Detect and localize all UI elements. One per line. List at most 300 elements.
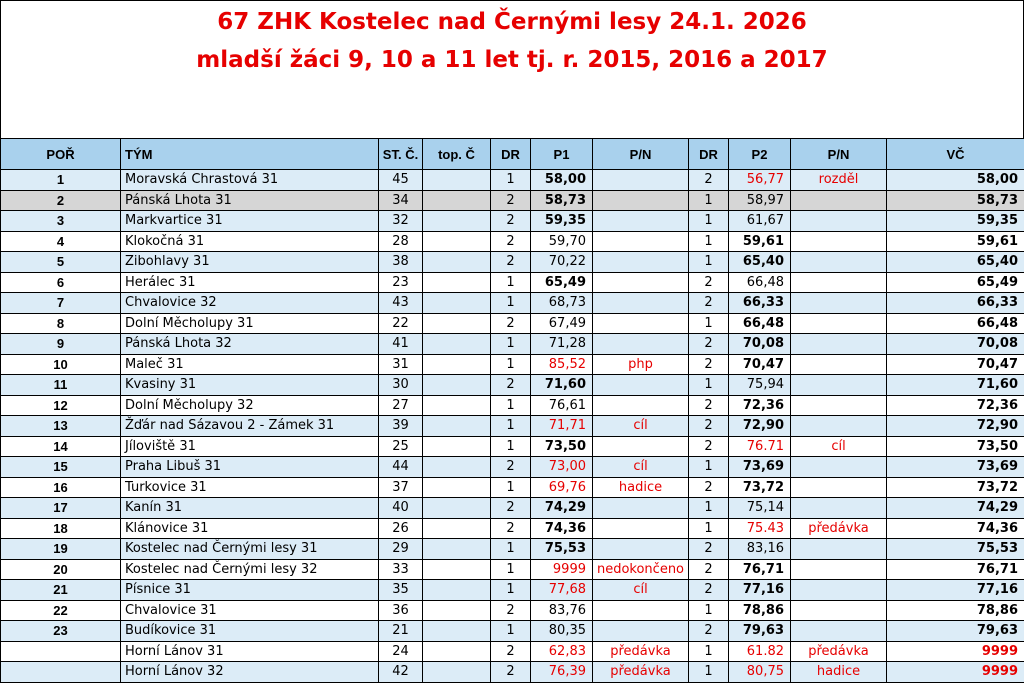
cell-p2: 70,08 xyxy=(729,334,791,355)
cell-p1: 83,76 xyxy=(531,600,593,621)
cell-vc: 65,49 xyxy=(887,272,1024,293)
cell-top xyxy=(423,334,491,355)
header-cell: DR xyxy=(689,139,729,170)
cell-por: 15 xyxy=(1,457,121,478)
cell-pn2: hadice xyxy=(791,662,887,683)
cell-pn2: cíl xyxy=(791,436,887,457)
cell-st: 45 xyxy=(379,170,423,191)
cell-pn2 xyxy=(791,313,887,334)
cell-pn2 xyxy=(791,580,887,601)
cell-top xyxy=(423,313,491,334)
cell-pn2 xyxy=(791,190,887,211)
cell-por: 20 xyxy=(1,559,121,580)
cell-pn2 xyxy=(791,621,887,642)
cell-st: 35 xyxy=(379,580,423,601)
cell-vc: 74,29 xyxy=(887,498,1024,519)
cell-p2: 73,72 xyxy=(729,477,791,498)
cell-pn2 xyxy=(791,498,887,519)
header-cell: top. Č xyxy=(423,139,491,170)
results-table xyxy=(0,138,1024,683)
cell-pn1 xyxy=(593,498,689,519)
cell-dr2: 1 xyxy=(689,600,729,621)
cell-tym: Dolní Měcholupy 31 xyxy=(121,313,379,334)
cell-tym: Klokočná 31 xyxy=(121,231,379,252)
cell-p2: 70,47 xyxy=(729,354,791,375)
header-cell: P/N xyxy=(791,139,887,170)
cell-dr1: 2 xyxy=(491,190,531,211)
cell-por: 23 xyxy=(1,621,121,642)
cell-top xyxy=(423,231,491,252)
cell-tym: Markvartice 31 xyxy=(121,211,379,232)
cell-dr1: 2 xyxy=(491,231,531,252)
table-row xyxy=(1,416,1024,437)
cell-por: 1 xyxy=(1,170,121,191)
cell-dr2: 2 xyxy=(689,416,729,437)
cell-dr1: 1 xyxy=(491,559,531,580)
header-cell: DR xyxy=(491,139,531,170)
header-cell: VČ xyxy=(887,139,1024,170)
cell-st: 26 xyxy=(379,518,423,539)
cell-p1: 68,73 xyxy=(531,293,593,314)
cell-dr2: 1 xyxy=(689,190,729,211)
cell-st: 24 xyxy=(379,641,423,662)
cell-dr1: 1 xyxy=(491,293,531,314)
cell-por: 21 xyxy=(1,580,121,601)
cell-vc: 71,60 xyxy=(887,375,1024,396)
cell-tym: Kvasiny 31 xyxy=(121,375,379,396)
title-line-1: 67 ZHK Kostelec nad Černými lesy 24.1. 2026 xyxy=(1,9,1023,35)
cell-p1: 76,39 xyxy=(531,662,593,683)
cell-dr1: 1 xyxy=(491,416,531,437)
cell-p2: 73,69 xyxy=(729,457,791,478)
cell-p2: 76.71 xyxy=(729,436,791,457)
cell-dr1: 2 xyxy=(491,457,531,478)
table-row xyxy=(1,518,1024,539)
table-row xyxy=(1,436,1024,457)
cell-p2: 79,63 xyxy=(729,621,791,642)
cell-st: 25 xyxy=(379,436,423,457)
cell-st: 39 xyxy=(379,416,423,437)
cell-dr1: 1 xyxy=(491,436,531,457)
cell-top xyxy=(423,600,491,621)
cell-st: 29 xyxy=(379,539,423,560)
cell-tym: Praha Libuš 31 xyxy=(121,457,379,478)
cell-vc: 73,69 xyxy=(887,457,1024,478)
cell-p1: 75,53 xyxy=(531,539,593,560)
cell-p2: 56,77 xyxy=(729,170,791,191)
cell-p2: 66,48 xyxy=(729,313,791,334)
table-row xyxy=(1,190,1024,211)
cell-dr2: 1 xyxy=(689,662,729,683)
cell-dr2: 2 xyxy=(689,293,729,314)
cell-p2: 65,40 xyxy=(729,252,791,273)
cell-top xyxy=(423,559,491,580)
cell-dr2: 1 xyxy=(689,498,729,519)
cell-tym: Horní Lánov 31 xyxy=(121,641,379,662)
cell-pn2 xyxy=(791,272,887,293)
table-row xyxy=(1,211,1024,232)
cell-pn2 xyxy=(791,457,887,478)
table-row xyxy=(1,375,1024,396)
cell-st: 32 xyxy=(379,211,423,232)
cell-vc: 70,47 xyxy=(887,354,1024,375)
cell-dr2: 2 xyxy=(689,621,729,642)
cell-p1: 77,68 xyxy=(531,580,593,601)
cell-pn2 xyxy=(791,354,887,375)
cell-pn1: hadice xyxy=(593,477,689,498)
header-cell: P1 xyxy=(531,139,593,170)
cell-p1: 69,76 xyxy=(531,477,593,498)
cell-p1: 67,49 xyxy=(531,313,593,334)
cell-por: 19 xyxy=(1,539,121,560)
cell-tym: Písnice 31 xyxy=(121,580,379,601)
cell-pn2 xyxy=(791,477,887,498)
cell-top xyxy=(423,518,491,539)
cell-p2: 75,94 xyxy=(729,375,791,396)
cell-p2: 78,86 xyxy=(729,600,791,621)
cell-dr1: 1 xyxy=(491,539,531,560)
cell-por: 11 xyxy=(1,375,121,396)
cell-pn2: rozděl xyxy=(791,170,887,191)
cell-p1: 59,35 xyxy=(531,211,593,232)
table-row xyxy=(1,457,1024,478)
cell-vc: 66,33 xyxy=(887,293,1024,314)
table-row xyxy=(1,621,1024,642)
cell-tym: Maleč 31 xyxy=(121,354,379,375)
cell-por: 4 xyxy=(1,231,121,252)
cell-pn2 xyxy=(791,375,887,396)
cell-dr1: 2 xyxy=(491,600,531,621)
cell-pn1: cíl xyxy=(593,580,689,601)
cell-pn2 xyxy=(791,539,887,560)
cell-pn1 xyxy=(593,436,689,457)
cell-por: 16 xyxy=(1,477,121,498)
cell-por: 5 xyxy=(1,252,121,273)
table-row xyxy=(1,334,1024,355)
cell-p1: 71,60 xyxy=(531,375,593,396)
cell-pn2 xyxy=(791,416,887,437)
cell-dr1: 2 xyxy=(491,498,531,519)
table-row xyxy=(1,498,1024,519)
cell-top xyxy=(423,477,491,498)
cell-pn2 xyxy=(791,559,887,580)
title-line-2: mladší žáci 9, 10 a 11 let tj. r. 2015, 2016 a 2017 xyxy=(1,47,1023,73)
cell-tym: Horní Lánov 32 xyxy=(121,662,379,683)
cell-pn2 xyxy=(791,395,887,416)
cell-dr1: 1 xyxy=(491,334,531,355)
cell-top xyxy=(423,354,491,375)
cell-dr2: 2 xyxy=(689,580,729,601)
cell-dr2: 2 xyxy=(689,436,729,457)
cell-top xyxy=(423,211,491,232)
header-cell: TÝM xyxy=(121,139,379,170)
cell-st: 23 xyxy=(379,272,423,293)
cell-tym: Chvalovice 32 xyxy=(121,293,379,314)
cell-dr2: 1 xyxy=(689,641,729,662)
cell-por: 22 xyxy=(1,600,121,621)
cell-st: 40 xyxy=(379,498,423,519)
cell-pn1 xyxy=(593,395,689,416)
cell-dr2: 1 xyxy=(689,211,729,232)
cell-dr2: 1 xyxy=(689,457,729,478)
cell-vc: 58,73 xyxy=(887,190,1024,211)
cell-tym: Kostelec nad Černými lesy 31 xyxy=(121,539,379,560)
cell-vc: 9999 xyxy=(887,662,1024,683)
cell-p1: 80,35 xyxy=(531,621,593,642)
table-row xyxy=(1,293,1024,314)
table-row xyxy=(1,662,1024,683)
cell-dr2: 1 xyxy=(689,375,729,396)
cell-dr1: 2 xyxy=(491,211,531,232)
cell-p2: 66,33 xyxy=(729,293,791,314)
cell-tym: Budíkovice 31 xyxy=(121,621,379,642)
cell-dr2: 2 xyxy=(689,334,729,355)
cell-dr1: 1 xyxy=(491,621,531,642)
table-row xyxy=(1,600,1024,621)
cell-dr2: 1 xyxy=(689,252,729,273)
cell-top xyxy=(423,252,491,273)
cell-st: 42 xyxy=(379,662,423,683)
cell-st: 37 xyxy=(379,477,423,498)
cell-vc: 66,48 xyxy=(887,313,1024,334)
table-row xyxy=(1,313,1024,334)
cell-tym: Moravská Chrastová 31 xyxy=(121,170,379,191)
table-row xyxy=(1,252,1024,273)
cell-vc: 74,36 xyxy=(887,518,1024,539)
header-cell: P/N xyxy=(593,139,689,170)
cell-pn1: nedokončeno xyxy=(593,559,689,580)
cell-pn1: předávka xyxy=(593,641,689,662)
cell-vc: 73,50 xyxy=(887,436,1024,457)
cell-p1: 59,70 xyxy=(531,231,593,252)
cell-por: 13 xyxy=(1,416,121,437)
cell-top xyxy=(423,498,491,519)
cell-p2: 83,16 xyxy=(729,539,791,560)
cell-pn1 xyxy=(593,231,689,252)
cell-top xyxy=(423,621,491,642)
cell-p1: 85,52 xyxy=(531,354,593,375)
cell-pn1: cíl xyxy=(593,457,689,478)
cell-dr2: 2 xyxy=(689,272,729,293)
cell-p1: 9999 xyxy=(531,559,593,580)
cell-p2: 76,71 xyxy=(729,559,791,580)
cell-dr1: 1 xyxy=(491,580,531,601)
cell-pn2 xyxy=(791,211,887,232)
cell-pn1: předávka xyxy=(593,662,689,683)
cell-pn2: předávka xyxy=(791,518,887,539)
cell-dr2: 1 xyxy=(689,231,729,252)
table-row xyxy=(1,395,1024,416)
cell-pn1 xyxy=(593,252,689,273)
cell-vc: 70,08 xyxy=(887,334,1024,355)
cell-por: 17 xyxy=(1,498,121,519)
cell-pn1 xyxy=(593,518,689,539)
cell-st: 27 xyxy=(379,395,423,416)
cell-pn1: cíl xyxy=(593,416,689,437)
cell-dr2: 2 xyxy=(689,170,729,191)
cell-por: 12 xyxy=(1,395,121,416)
cell-p2: 58,97 xyxy=(729,190,791,211)
cell-por xyxy=(1,662,121,683)
cell-por: 3 xyxy=(1,211,121,232)
cell-st: 36 xyxy=(379,600,423,621)
cell-p1: 62,83 xyxy=(531,641,593,662)
cell-p1: 71,28 xyxy=(531,334,593,355)
cell-p2: 77,16 xyxy=(729,580,791,601)
cell-p1: 76,61 xyxy=(531,395,593,416)
cell-pn1 xyxy=(593,539,689,560)
cell-pn2: předávka xyxy=(791,641,887,662)
table-row xyxy=(1,641,1024,662)
cell-top xyxy=(423,457,491,478)
cell-p2: 59,61 xyxy=(729,231,791,252)
cell-top xyxy=(423,170,491,191)
cell-por xyxy=(1,641,121,662)
cell-top xyxy=(423,641,491,662)
cell-vc: 77,16 xyxy=(887,580,1024,601)
cell-tym: Žďár nad Sázavou 2 - Zámek 31 xyxy=(121,416,379,437)
cell-dr1: 2 xyxy=(491,518,531,539)
cell-st: 44 xyxy=(379,457,423,478)
cell-p2: 72,90 xyxy=(729,416,791,437)
cell-por: 18 xyxy=(1,518,121,539)
cell-st: 28 xyxy=(379,231,423,252)
cell-pn2 xyxy=(791,600,887,621)
table-row xyxy=(1,580,1024,601)
cell-pn1 xyxy=(593,313,689,334)
cell-tym: Pánská Lhota 31 xyxy=(121,190,379,211)
table-row xyxy=(1,477,1024,498)
cell-vc: 65,40 xyxy=(887,252,1024,273)
cell-vc: 79,63 xyxy=(887,621,1024,642)
cell-vc: 75,53 xyxy=(887,539,1024,560)
cell-pn1 xyxy=(593,190,689,211)
cell-dr2: 2 xyxy=(689,354,729,375)
cell-pn1: php xyxy=(593,354,689,375)
cell-por: 7 xyxy=(1,293,121,314)
cell-pn2 xyxy=(791,293,887,314)
cell-p2: 61.82 xyxy=(729,641,791,662)
cell-st: 41 xyxy=(379,334,423,355)
cell-st: 22 xyxy=(379,313,423,334)
cell-p1: 70,22 xyxy=(531,252,593,273)
cell-dr1: 2 xyxy=(491,641,531,662)
cell-st: 38 xyxy=(379,252,423,273)
cell-por: 2 xyxy=(1,190,121,211)
cell-top xyxy=(423,436,491,457)
table-row xyxy=(1,354,1024,375)
cell-vc: 59,61 xyxy=(887,231,1024,252)
header-cell: POŘ xyxy=(1,139,121,170)
cell-top xyxy=(423,190,491,211)
cell-tym: Dolní Měcholupy 32 xyxy=(121,395,379,416)
cell-dr1: 2 xyxy=(491,252,531,273)
cell-tym: Zibohlavy 31 xyxy=(121,252,379,273)
table-row xyxy=(1,539,1024,560)
cell-p2: 72,36 xyxy=(729,395,791,416)
cell-p1: 65,49 xyxy=(531,272,593,293)
cell-st: 34 xyxy=(379,190,423,211)
cell-vc: 73,72 xyxy=(887,477,1024,498)
cell-dr1: 2 xyxy=(491,375,531,396)
cell-vc: 58,00 xyxy=(887,170,1024,191)
cell-pn2 xyxy=(791,231,887,252)
cell-pn2 xyxy=(791,334,887,355)
cell-vc: 72,90 xyxy=(887,416,1024,437)
cell-tym: Jíloviště 31 xyxy=(121,436,379,457)
cell-pn1 xyxy=(593,334,689,355)
cell-top xyxy=(423,272,491,293)
cell-top xyxy=(423,293,491,314)
cell-dr2: 1 xyxy=(689,313,729,334)
cell-p1: 74,36 xyxy=(531,518,593,539)
cell-dr1: 1 xyxy=(491,170,531,191)
cell-dr2: 2 xyxy=(689,539,729,560)
table-row xyxy=(1,231,1024,252)
cell-por: 8 xyxy=(1,313,121,334)
cell-por: 14 xyxy=(1,436,121,457)
cell-st: 33 xyxy=(379,559,423,580)
cell-st: 30 xyxy=(379,375,423,396)
cell-top xyxy=(423,416,491,437)
cell-vc: 76,71 xyxy=(887,559,1024,580)
cell-dr1: 1 xyxy=(491,272,531,293)
cell-dr1: 1 xyxy=(491,395,531,416)
cell-dr2: 1 xyxy=(689,518,729,539)
header-row xyxy=(1,139,1024,170)
cell-p1: 74,29 xyxy=(531,498,593,519)
cell-pn1 xyxy=(593,170,689,191)
cell-pn2 xyxy=(791,252,887,273)
cell-st: 43 xyxy=(379,293,423,314)
cell-tym: Klánovice 31 xyxy=(121,518,379,539)
cell-por: 10 xyxy=(1,354,121,375)
cell-top xyxy=(423,375,491,396)
cell-pn1 xyxy=(593,600,689,621)
cell-p1: 71,71 xyxy=(531,416,593,437)
cell-tym: Kostelec nad Černými lesy 32 xyxy=(121,559,379,580)
cell-dr2: 2 xyxy=(689,559,729,580)
cell-p1: 73,00 xyxy=(531,457,593,478)
cell-pn1 xyxy=(593,375,689,396)
cell-top xyxy=(423,662,491,683)
cell-vc: 72,36 xyxy=(887,395,1024,416)
cell-pn1 xyxy=(593,272,689,293)
cell-vc: 59,35 xyxy=(887,211,1024,232)
cell-top xyxy=(423,539,491,560)
header-cell: P2 xyxy=(729,139,791,170)
cell-tym: Turkovice 31 xyxy=(121,477,379,498)
title-box xyxy=(0,0,1024,139)
cell-st: 31 xyxy=(379,354,423,375)
cell-pn1 xyxy=(593,293,689,314)
cell-p1: 73,50 xyxy=(531,436,593,457)
cell-por: 6 xyxy=(1,272,121,293)
cell-por: 9 xyxy=(1,334,121,355)
cell-dr1: 1 xyxy=(491,354,531,375)
cell-dr2: 2 xyxy=(689,477,729,498)
cell-pn1 xyxy=(593,621,689,642)
cell-tym: Kanín 31 xyxy=(121,498,379,519)
cell-st: 21 xyxy=(379,621,423,642)
cell-dr1: 2 xyxy=(491,662,531,683)
cell-p1: 58,73 xyxy=(531,190,593,211)
table-row xyxy=(1,170,1024,191)
cell-tym: Pánská Lhota 32 xyxy=(121,334,379,355)
cell-tym: Chvalovice 31 xyxy=(121,600,379,621)
table-row xyxy=(1,272,1024,293)
cell-p2: 80,75 xyxy=(729,662,791,683)
